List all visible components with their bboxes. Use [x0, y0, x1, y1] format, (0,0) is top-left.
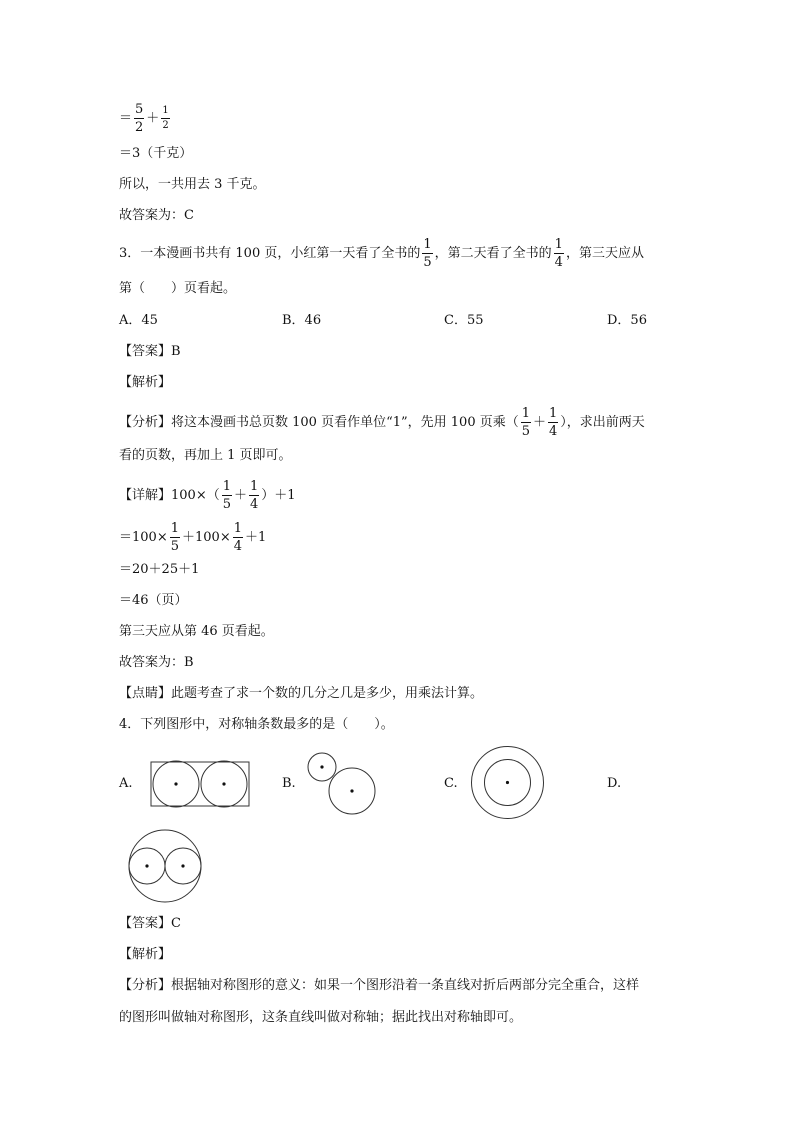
q4-stem: 4．下列图形中，对称轴条数最多的是（ ）。 — [119, 717, 394, 732]
q3-option-d: D．56 — [607, 313, 647, 328]
fraction-1-5: $\frac{1}{5}$ — [521, 406, 530, 439]
figure-d-circle-with-two-inner-circles — [127, 828, 203, 904]
q3-step1: ＝100× $\frac{1}{5}$ ＋100× $\frac{1}{4}$ ＋1 — [119, 521, 267, 554]
equals-sign: ＝ — [119, 111, 133, 126]
fraction-1-4: $\frac{1}{4}$ — [233, 521, 242, 554]
q3-detail: 【详解】100×（ $\frac{1}{5}$ ＋ $\frac{1}{4}$ ）＋1 — [119, 479, 296, 512]
fraction-1-5: $\frac{1}{5}$ — [222, 479, 231, 512]
q4-answer: 【答案】C — [119, 916, 181, 931]
figure-a-rectangle-two-circles — [150, 760, 250, 808]
q4-label-a: A. — [119, 776, 133, 791]
q4-label-d: D. — [607, 776, 622, 791]
q3-conclusion: 第三天应从第 46 页看起。 — [119, 624, 274, 639]
q3-comment: 【点睛】此题考查了求一个数的几分之几是多少，用乘法计算。 — [119, 686, 484, 701]
q3-step3: ＝46（页） — [119, 593, 188, 608]
q4-analysis-line2: 的图形叫做轴对称图形，这条直线叫做对称轴；据此找出对称轴即可。 — [119, 1010, 523, 1025]
left-center-dot — [145, 864, 148, 867]
cont-eq1 — [119, 103, 172, 134]
q3-analysis-line1: 【分析】将这本漫画书总页数 100 页看作单位“1”，先用 100 页乘（ $\frac{1}{5}$ ＋ $\frac{1}{4}$ ），求出前两天 — [119, 406, 645, 439]
center-dot — [506, 781, 509, 784]
q4-label-b: B. — [282, 776, 296, 791]
figure-b-two-tangent-circles — [306, 751, 376, 816]
plus-sign: ＋ — [146, 111, 160, 126]
fraction-1-4: $\frac{1}{4}$ — [554, 237, 563, 270]
fraction-1-5: $\frac{1}{5}$ — [423, 237, 432, 270]
large-center-dot — [350, 789, 353, 792]
q3-stem-line2: 第（ ）页看起。 — [119, 281, 237, 296]
q3-analysis-line2: 看的页数，再加上 1 页即可。 — [119, 448, 292, 463]
q4-jiexi: 【解析】 — [119, 947, 172, 962]
q3-stem-line1: 3．一本漫画书共有 100 页，小红第一天看了全书的 $\frac{1}{5}$ ，第二天看了全书的 $\frac{1}{4}$ ，第三天应从 — [119, 237, 644, 270]
q3-option-c: C．55 — [444, 313, 484, 328]
q3-step2: ＝20＋25＋1 — [119, 562, 200, 577]
cont-conclusion: 所以，一共用去 3 千克。 — [119, 177, 266, 192]
fraction-1-4: $\frac{1}{4}$ — [549, 406, 558, 439]
q3-option-a: A．45 — [119, 313, 158, 328]
right-center-dot — [222, 782, 225, 785]
fraction-1-4: $\frac{1}{4}$ — [250, 479, 259, 512]
q4-label-c: C. — [444, 776, 458, 791]
q4-analysis-line1: 【分析】根据轴对称图形的意义：如果一个图形沿着一条直线对折后两部分完全重合，这样 — [119, 978, 640, 993]
q3-jiexi: 【解析】 — [119, 375, 172, 390]
cont-answer-line: 故答案为：C — [119, 208, 194, 223]
q3-answer-line: 故答案为：B — [119, 655, 194, 670]
small-center-dot — [320, 765, 323, 768]
rectangle — [151, 762, 249, 806]
left-center-dot — [174, 782, 177, 785]
right-center-dot — [181, 864, 184, 867]
q3-option-b: B．46 — [282, 313, 322, 328]
cont-eq2: ＝3（千克） — [119, 146, 193, 161]
fraction-5-2: $\frac{5}{2}$ — [135, 102, 144, 135]
figure-c-concentric-circles — [470, 745, 545, 820]
fraction-1-5: $\frac{1}{5}$ — [170, 521, 179, 554]
fraction-1-2: $\frac{1}{2}$ — [162, 105, 169, 131]
q3-answer: 【答案】B — [119, 344, 181, 359]
